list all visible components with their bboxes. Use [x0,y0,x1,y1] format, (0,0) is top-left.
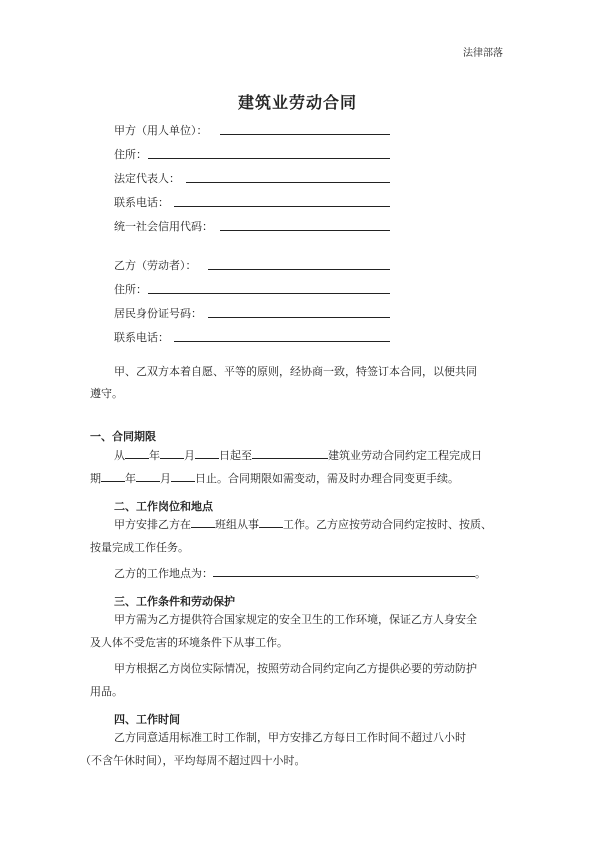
worker-phone-blank[interactable] [174,329,390,342]
section-3-paragraph-1: 甲方需为乙方提供符合国家规定的安全卫生的工作环境，保证乙方人身安全 [114,613,477,626]
s1-from: 从 [114,449,125,462]
s2-assign: 甲方安排乙方在 [114,518,191,531]
s2-period: 。 [475,567,486,580]
employer-field [114,123,208,139]
section-2-paragraph-1-continued: 按量完成工作任务。 [90,541,189,554]
employer-phone-label: 联系电话： [114,196,169,209]
end-year-blank[interactable] [101,469,125,482]
s1-period: 期 [90,472,101,485]
preamble: 甲、乙双方本着自愿、平等的原则，经协商一致，特签订本合同，以便共同 [114,365,477,378]
section-1-paragraph-2 [90,468,459,490]
s1-end-year: 年 [125,472,136,485]
legal-rep-label: 法定代表人： [114,172,180,185]
header-brand: 法律部落 [463,48,503,59]
worker-field [114,258,197,274]
start-day-blank[interactable] [195,446,219,459]
worker-id-blank[interactable] [208,305,390,318]
credit-code-blank[interactable] [220,218,390,231]
start-month-blank[interactable] [160,446,184,459]
section-1-paragraph-1 [114,445,482,467]
team-blank[interactable] [191,515,215,528]
section-2-paragraph-2 [114,563,486,585]
employer-label: 甲方（用人单位）： [114,124,208,137]
employer-address-label: 住所： [114,148,147,161]
credit-code-field [114,219,213,235]
worker-id-field [114,306,202,322]
employer-address-field [114,147,147,163]
employer-phone-blank[interactable] [174,194,390,207]
worker-address-field [114,282,147,298]
section-3-heading: 三、工作条件和劳动保护 [114,595,235,608]
legal-rep-blank[interactable] [186,170,390,183]
section-3-paragraph-2-continued: 用品。 [90,685,123,698]
preamble-continued: 遵守。 [90,387,123,400]
s1-day-to: 日起至 [219,449,252,462]
s1-end-month: 月 [160,472,171,485]
worker-address-blank[interactable] [148,281,390,294]
worker-address-label: 住所： [114,283,147,296]
s1-year: 年 [149,449,160,462]
s2-work: 工作。乙方应按劳动合同约定按时、按质、 [283,518,492,531]
employer-address-blank[interactable] [148,146,390,159]
worker-phone-label: 联系电话： [114,331,169,344]
work-location-blank[interactable] [213,564,475,577]
worker-id-label: 居民身份证号码： [114,307,202,320]
s1-month: 月 [184,449,195,462]
credit-code-label: 统一社会信用代码： [114,220,213,233]
project-blank[interactable] [252,446,328,459]
section-4-heading: 四、工作时间 [114,713,180,726]
section-3-paragraph-2: 甲方根据乙方岗位实际情况，按照劳动合同约定向乙方提供必要的劳动防护 [114,662,477,675]
legal-rep-field [114,171,180,187]
start-year-blank[interactable] [125,446,149,459]
worker-phone-field [114,330,169,346]
worker-label: 乙方（劳动者）： [114,259,197,272]
section-2-heading: 二、工作岗位和地点 [114,500,213,513]
s2-team: 班组从事 [215,518,259,531]
section-4-paragraph-1-continued: （不含午休时间），平均每周不超过四十小时。 [80,754,306,767]
s1-end-text: 日止。合同期限如需变动，需及时办理合同变更手续。 [195,472,459,485]
section-1-heading: 一、合同期限 [90,430,156,443]
document-title: 建筑业劳动合同 [237,93,357,112]
worker-blank[interactable] [208,257,390,270]
section-4-paragraph-1: 乙方同意适用标准工时工作制，甲方安排乙方每日工作时间不超过八小时 [114,731,466,744]
s1-project-text: 建筑业劳动合同约定工程完成日 [328,449,482,462]
employer-phone-field [114,195,169,211]
s2-location-label: 乙方的工作地点为： [114,567,213,580]
end-day-blank[interactable] [171,469,195,482]
end-month-blank[interactable] [136,469,160,482]
work-type-blank[interactable] [259,515,283,528]
section-3-paragraph-1-continued: 及人体不受危害的环境条件下从事工作。 [90,636,288,649]
section-2-paragraph-1 [114,514,492,536]
employer-blank[interactable] [220,122,390,135]
